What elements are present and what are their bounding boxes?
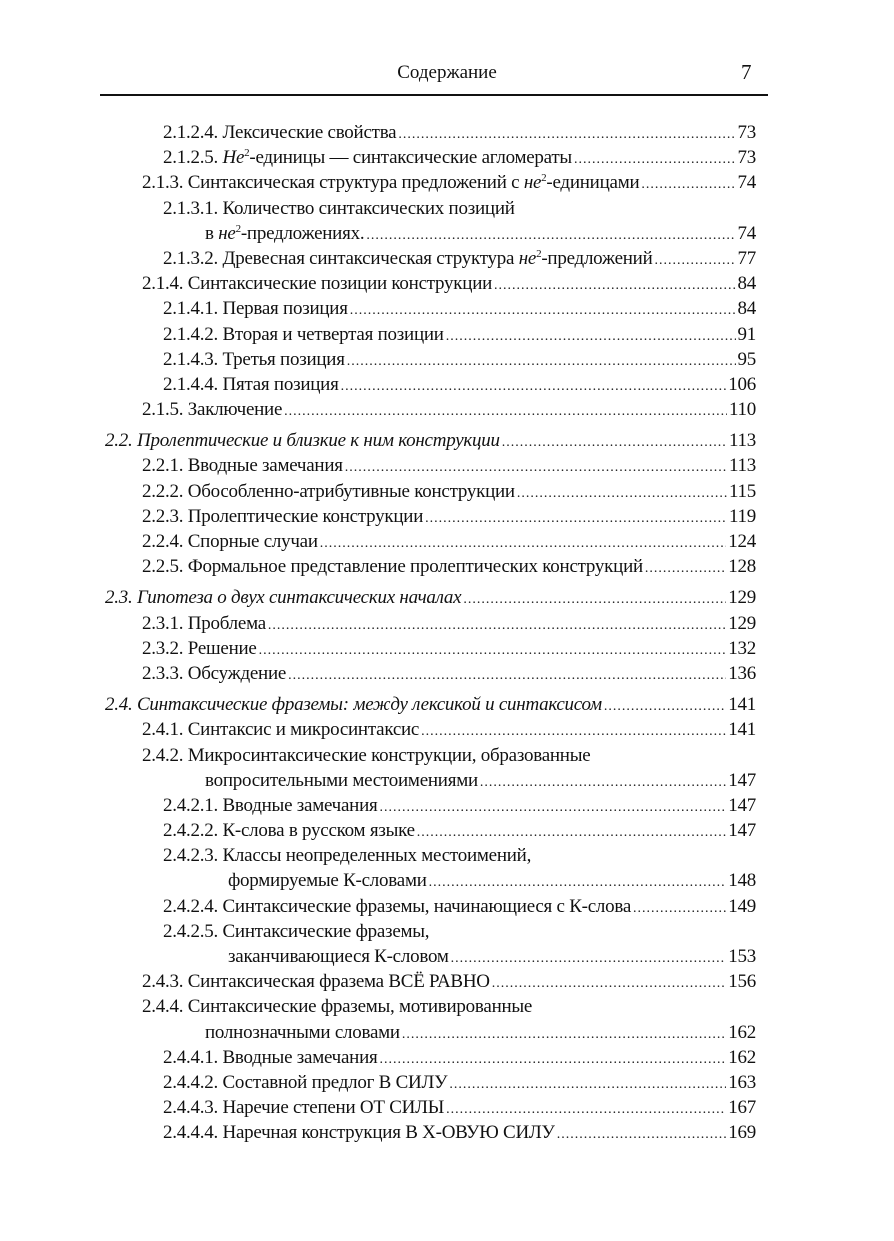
toc-entry-title: [142, 636, 257, 661]
toc-entry-title: [163, 793, 378, 818]
toc-entry-title: [205, 221, 364, 246]
toc-entry[interactable]: [105, 1020, 756, 1045]
superscript: 2: [536, 247, 542, 260]
title-segment: -предложений: [541, 247, 653, 269]
title-segment: 2.4.3. Синтаксическая фразема ВСЁ РАВНО: [142, 971, 490, 993]
toc-entry[interactable]: [105, 818, 756, 843]
toc-entry[interactable]: [105, 1045, 756, 1070]
title-segment: 2.4.2.5. Синтаксические фраземы,: [163, 920, 430, 942]
toc-entry-title: [228, 868, 427, 893]
toc-page-number: 147: [728, 794, 756, 816]
toc-page-number: 113: [728, 430, 756, 452]
toc-entry-title: [142, 397, 282, 422]
toc-entry-title: [142, 554, 643, 579]
toc-page-number: 162: [728, 1021, 756, 1043]
toc-entry-title: [163, 322, 444, 347]
toc-entry[interactable]: [105, 120, 756, 145]
toc-page-number: 91: [737, 323, 756, 345]
toc-entry[interactable]: [105, 529, 756, 554]
dot-leader: [645, 556, 726, 581]
header-title: Содержание: [397, 62, 497, 83]
dot-leader: [494, 273, 735, 298]
toc-entry[interactable]: [105, 372, 756, 397]
toc-page-number: 163: [728, 1071, 756, 1093]
toc-entry[interactable]: [105, 145, 756, 170]
toc-entry-title: [205, 1020, 400, 1045]
toc-entry-title: [163, 843, 531, 868]
toc-entry-title: [105, 428, 500, 453]
toc-entry-title: [163, 818, 415, 843]
dot-leader: [268, 613, 726, 638]
title-segment: 2.4.2. Микросинтаксические конструкции, образованные: [142, 744, 591, 766]
table-of-contents: [105, 120, 756, 1146]
toc-entry-title: [142, 717, 419, 742]
toc-entry[interactable]: [105, 969, 756, 994]
toc-entry[interactable]: [105, 793, 756, 818]
title-segment: 2.2.5. Формальное представление пролептических конструкций: [142, 556, 643, 578]
title-segment: 2.1.2.5.: [163, 147, 223, 169]
dot-leader: [380, 795, 727, 820]
title-segment: 2.1.4.1. Первая позиция: [163, 298, 348, 320]
toc-entry[interactable]: [105, 717, 756, 742]
toc-page-number: 77: [737, 247, 756, 269]
toc-entry-title: [142, 479, 515, 504]
toc-entry-title: [163, 196, 515, 221]
toc-page-number: 141: [728, 694, 756, 716]
toc-page-number: 136: [728, 662, 756, 684]
dot-leader: [288, 663, 726, 688]
toc-entry[interactable]: [105, 1070, 756, 1095]
toc-entry[interactable]: [105, 585, 756, 610]
toc-page-number: 167: [728, 1097, 756, 1119]
title-segment: 2.2.2. Обособленно-атрибутивные конструкции: [142, 480, 515, 502]
superscript: 2: [235, 222, 241, 235]
toc-entry-title: [105, 692, 602, 717]
title-segment: 2.2.3. Пролептические конструкции: [142, 505, 424, 527]
toc-entry[interactable]: [105, 322, 756, 347]
dot-leader: [421, 719, 726, 744]
dot-leader: [449, 1072, 726, 1097]
title-segment: формируемые К-словами: [228, 870, 427, 892]
toc-page-number: 84: [737, 298, 756, 320]
dot-leader: [284, 399, 727, 424]
toc-entry-title: [205, 768, 478, 793]
toc-entry[interactable]: [105, 347, 756, 372]
toc-entry-title: [142, 743, 590, 768]
toc-entry[interactable]: [105, 428, 756, 453]
toc-entry-title: [163, 894, 631, 919]
title-segment: Не: [222, 147, 245, 169]
title-segment: 2.4.2.2. К-слова в русском языке: [163, 820, 415, 842]
toc-entry-title: [163, 347, 345, 372]
toc-entry[interactable]: [105, 868, 756, 893]
toc-entry-title: [163, 296, 348, 321]
toc-entry-title: [142, 994, 532, 1019]
title-segment: 2.4.4.2. Составной предлог В СИЛУ: [163, 1071, 448, 1093]
toc-page-number: 149: [728, 895, 756, 917]
title-segment: 2.4.2.1. Вводные замечания: [163, 794, 378, 816]
dot-leader: [347, 349, 736, 374]
dot-leader: [655, 248, 736, 273]
dot-leader: [480, 770, 726, 795]
toc-entry-title: [142, 453, 343, 478]
toc-entry[interactable]: [105, 554, 756, 579]
toc-entry-title: [142, 611, 266, 636]
toc-page-number: 169: [728, 1122, 756, 1144]
superscript: 2: [541, 172, 547, 185]
title-segment: 2.2.4. Спорные случаи: [142, 531, 318, 552]
title-segment: не: [218, 222, 236, 244]
toc-entry[interactable]: [105, 919, 756, 944]
title-segment: -предложениях.: [240, 222, 365, 244]
toc-page-number: 162: [728, 1046, 756, 1068]
toc-page-number: 124: [728, 531, 756, 552]
toc-entry[interactable]: [105, 479, 756, 504]
toc-entry-title: [228, 944, 449, 969]
toc-entry[interactable]: [105, 397, 756, 422]
title-segment: 2.2. Пролептические и близкие к ним конструкции: [105, 430, 500, 452]
toc-entry[interactable]: [105, 453, 756, 478]
title-segment: 2.2.1. Вводные замечания: [142, 455, 343, 477]
toc-entry[interactable]: [105, 661, 756, 686]
title-segment: 2.1.3.1. Количество синтаксических позиций: [163, 197, 515, 219]
title-segment: 2.1.4. Синтаксические позиции конструкции: [142, 273, 493, 295]
toc-page-number: 113: [728, 455, 756, 477]
toc-entry-title: [163, 120, 396, 145]
dot-leader: [633, 896, 726, 921]
title-segment: в: [205, 222, 219, 244]
toc-entry[interactable]: [105, 944, 756, 969]
dot-leader: [492, 971, 726, 996]
title-segment: 2.1.3.2. Древесная синтаксическая структура: [163, 247, 519, 269]
dot-leader: [557, 1122, 726, 1147]
title-segment: 2.1.4.2. Вторая и четвертая позиции: [163, 323, 444, 345]
toc-entry-title: [163, 1120, 555, 1145]
title-segment: 2.1.3. Синтаксическая структура предложений с: [142, 172, 524, 194]
toc-entry[interactable]: [105, 246, 756, 271]
page-number: 7: [741, 60, 752, 84]
toc-page-number: 147: [728, 769, 756, 791]
toc-entry-title: [163, 1095, 444, 1120]
dot-leader: [366, 223, 735, 248]
title-segment: 2.1.5. Заключение: [142, 399, 283, 421]
toc-entry-title: [142, 170, 639, 195]
toc-page-number: 84: [737, 273, 756, 295]
title-segment: 2.4.4. Синтаксические фраземы, мотивированные: [142, 996, 533, 1018]
dot-leader: [451, 946, 727, 971]
title-segment: полнозначными словами: [205, 1021, 400, 1043]
dot-leader: [463, 587, 726, 612]
toc-entry-title: [163, 246, 653, 271]
title-segment: не: [523, 172, 542, 194]
toc-entry[interactable]: [105, 768, 756, 793]
title-segment: 2.4.2.4. Синтаксические фраземы, начинающиеся с К-слова: [163, 895, 632, 917]
title-segment: не: [518, 247, 537, 269]
dot-leader: [398, 122, 735, 147]
toc-page-number: 156: [728, 971, 756, 993]
toc-entry[interactable]: [105, 504, 756, 529]
toc-page-number: 74: [737, 172, 756, 194]
dot-leader: [446, 1097, 726, 1122]
toc-entry[interactable]: [105, 170, 756, 195]
title-segment: 2.4.4.4. Наречная конструкция В Х-ОВУЮ СИЛУ: [163, 1122, 555, 1144]
dot-leader: [517, 481, 727, 506]
dot-leader: [259, 638, 727, 663]
toc-page-number: 73: [737, 147, 756, 169]
toc-entry[interactable]: [105, 1120, 756, 1145]
toc-page-number: 129: [728, 612, 756, 634]
toc-entry[interactable]: [105, 743, 756, 768]
title-segment: заканчивающиеся К-словом: [228, 946, 449, 967]
toc-page-number: 74: [737, 222, 756, 244]
header-rule: [100, 94, 768, 96]
toc-page-number: 147: [728, 820, 756, 842]
toc-page-number: 95: [737, 348, 756, 370]
toc-page-number: 132: [728, 637, 756, 659]
toc-page-number: 128: [728, 556, 756, 578]
title-segment: 2.4. Синтаксические фраземы: между лексикой и синтаксисом: [105, 694, 602, 716]
toc-entry-title: [163, 372, 339, 397]
toc-entry-title: [163, 145, 572, 170]
dot-leader: [320, 531, 726, 556]
toc-entry-title: [163, 1070, 447, 1095]
title-segment: 2.4.2.3. Классы неопределенных местоимений,: [163, 845, 532, 867]
toc-entry-title: [163, 1045, 378, 1070]
toc-entry[interactable]: [105, 296, 756, 321]
toc-entry[interactable]: [105, 271, 756, 296]
toc-entry[interactable]: [105, 611, 756, 636]
dot-leader: [604, 694, 726, 719]
toc-entry[interactable]: [105, 221, 756, 246]
toc-entry[interactable]: [105, 994, 756, 1019]
toc-entry-title: [142, 529, 318, 554]
dot-leader: [446, 324, 736, 349]
toc-page-number: 119: [728, 505, 756, 527]
dot-leader: [380, 1047, 727, 1072]
title-segment: 2.1.2.4. Лексические свойства: [163, 122, 397, 143]
title-segment: 2.4.4.1. Вводные замечания: [163, 1046, 378, 1068]
dot-leader: [341, 374, 727, 399]
toc-entry[interactable]: [105, 1095, 756, 1120]
toc-entry-title: [142, 969, 490, 994]
title-segment: 2.1.4.4. Пятая позиция: [163, 373, 339, 395]
toc-entry[interactable]: [105, 843, 756, 868]
toc-page-number: 115: [728, 480, 756, 502]
dot-leader: [429, 870, 727, 895]
title-segment: 2.1.4.3. Третья позиция: [163, 348, 345, 370]
toc-entry-title: [142, 661, 286, 686]
toc-entry-title: [105, 585, 461, 610]
toc-entry-title: [163, 919, 429, 944]
toc-page-number: 110: [728, 399, 756, 421]
dot-leader: [502, 430, 727, 455]
dot-leader: [641, 172, 735, 197]
toc-entry[interactable]: [105, 692, 756, 717]
toc-entry[interactable]: [105, 894, 756, 919]
dot-leader: [574, 147, 736, 172]
toc-entry[interactable]: [105, 196, 756, 221]
title-segment: 2.4.4.3. Наречие степени ОТ СИЛЫ: [163, 1097, 445, 1119]
dot-leader: [417, 820, 726, 845]
title-segment: 2.4.1. Синтаксис и микросинтаксис: [142, 719, 420, 741]
title-segment: 2.3.3. Обсуждение: [142, 662, 287, 684]
title-segment: 2.3. Гипотеза о двух синтаксических началах: [105, 587, 462, 609]
dot-leader: [425, 506, 727, 531]
title-segment: 2.3.1. Проблема: [142, 612, 266, 634]
dot-leader: [350, 298, 736, 323]
superscript: 2: [244, 147, 250, 160]
dot-leader: [345, 455, 727, 480]
toc-page-number: 141: [728, 719, 756, 741]
toc-entry[interactable]: [105, 636, 756, 661]
toc-entry-title: [142, 271, 492, 296]
toc-page-number: 129: [728, 587, 756, 609]
toc-entry-title: [142, 504, 423, 529]
dot-leader: [402, 1022, 726, 1047]
title-segment: вопросительными местоимениями: [205, 769, 478, 791]
toc-page-number: 153: [728, 946, 756, 967]
toc-page-number: 73: [737, 122, 756, 143]
title-segment: -единицы — синтаксические агломераты: [249, 147, 572, 169]
toc-page-number: 148: [728, 870, 756, 892]
toc-page-number: 106: [728, 373, 756, 395]
title-segment: -единицами: [546, 172, 640, 194]
title-segment: 2.3.2. Решение: [142, 637, 257, 659]
